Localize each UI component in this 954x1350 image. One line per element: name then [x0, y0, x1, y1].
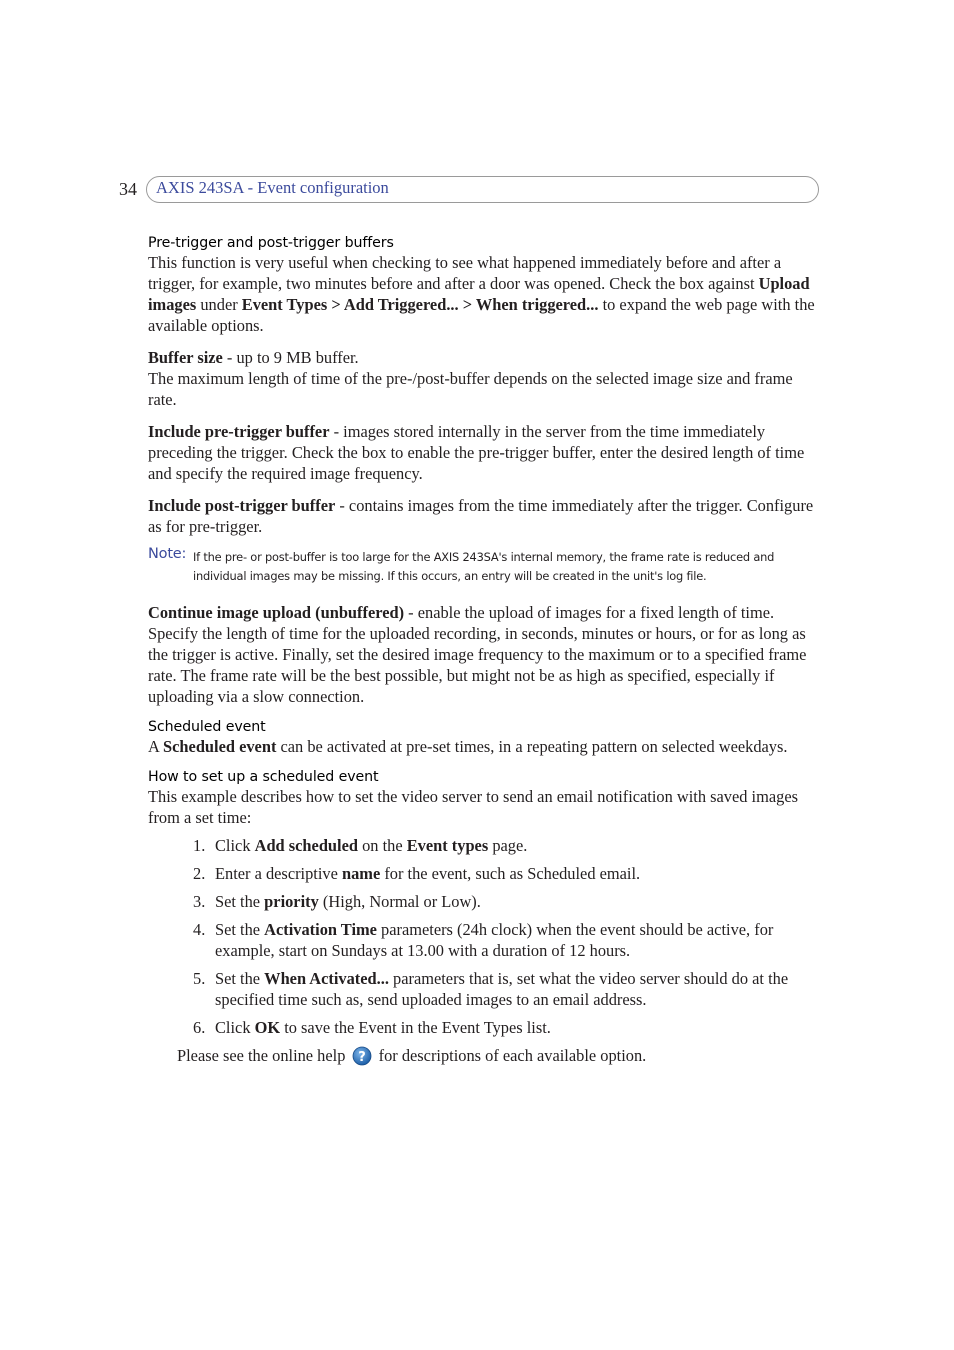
bold-term: Scheduled event: [163, 737, 277, 756]
text: Click: [215, 836, 255, 855]
continue-upload-paragraph: [148, 602, 816, 707]
list-item: [148, 835, 816, 856]
list-item: [148, 891, 816, 912]
text: can be activated at pre-set times, in a repeating pattern on selected weekdays.: [276, 737, 788, 756]
list-item: [148, 863, 816, 884]
text: parameters (24h clock) when the event should be active, for example, start on Sundays at 13.00 with a duration of 12 hours.: [215, 920, 774, 960]
text: This function is very useful when checking to see what happened immediately before and after a trigger, for example, two minutes before and after a door was opened. Check the box against: [148, 253, 782, 293]
bold-term: When Activated...: [264, 969, 389, 988]
help-paragraph: [148, 1045, 816, 1067]
step-number: 5.: [193, 969, 206, 988]
text: to save the Event in the Event Types list.: [280, 1018, 551, 1037]
text: A: [148, 737, 164, 756]
bold-term: Event Types > Add Triggered... > When triggered...: [241, 295, 599, 314]
section-heading-howto: How to set up a scheduled event: [148, 769, 379, 785]
bold-term: Activation Time: [264, 920, 377, 939]
list-item: [148, 968, 816, 1010]
bold-term: priority: [264, 892, 319, 911]
text: Click: [215, 1018, 255, 1037]
bold-term: Include post-trigger buffer: [148, 496, 336, 515]
list-item: [148, 919, 816, 961]
text: - up to 9 MB buffer.: [222, 348, 359, 367]
text: - enable the upload of images for a fixed length of time. Specify the length of time for the uploaded recording, in seconds, minutes or hours, or for as long as the trigger is active. Finally, set the desired image frequency to the maximum or to a specified frame rate. The frame rate will be the best possible, but might not be as high as specified, especially if uploading via a slow connection.: [148, 603, 807, 706]
step-number: 4.: [193, 920, 206, 939]
steps-list: [148, 835, 816, 1038]
bold-term: Add scheduled: [254, 836, 358, 855]
text: for descriptions of each available option.: [374, 1046, 647, 1065]
page-body: [148, 234, 816, 1067]
bold-term: name: [341, 864, 381, 883]
text: (High, Normal or Low).: [318, 892, 481, 911]
section-heading-scheduled: Scheduled event: [148, 719, 266, 735]
note-text: If the pre- or post-buffer is too large for the AXIS 243SA's internal memory, the frame rate is reduced and individual images may be missing. If this occurs, an entry will be created in the unit's log file.: [193, 550, 775, 583]
text: Set the: [215, 920, 265, 939]
bold-term: Continue image upload (unbuffered): [148, 603, 405, 622]
include-post-paragraph: [148, 495, 816, 537]
buffer-size-paragraph: [148, 347, 816, 410]
note-label: Note:: [148, 546, 187, 562]
text: on the: [358, 836, 407, 855]
header-title: AXIS 243SA - Event configuration: [156, 178, 389, 197]
text: to expand the web page with the available options.: [148, 295, 815, 335]
pretrigger-intro: [148, 252, 816, 336]
page-number: 34: [119, 179, 137, 199]
text: under: [196, 295, 242, 314]
bold-term: Include pre-trigger buffer: [148, 422, 330, 441]
step-number: 1.: [193, 836, 206, 855]
note-block: [148, 548, 816, 586]
step-number: 6.: [193, 1018, 206, 1037]
bold-term: Buffer size: [148, 348, 223, 367]
text: - images stored internally in the server from the time immediately preceding the trigger. Check the box to enable the pre-trigger buffer, enter the desired length of time and specify the required image frequency.: [148, 422, 805, 483]
step-number: 2.: [193, 864, 206, 883]
bold-term: Event types: [406, 836, 489, 855]
text: Set the: [215, 969, 265, 988]
svg-text:?: ?: [357, 1050, 366, 1066]
section-heading-pretrigger: Pre-trigger and post-trigger buffers: [148, 235, 394, 251]
text: Enter a descriptive: [215, 864, 342, 883]
text: parameters that is, set what the video server should do at the specified time such as, send uploaded images to an email address.: [215, 969, 789, 1009]
include-pre-paragraph: [148, 421, 816, 484]
list-item: [148, 1017, 816, 1038]
text: page.: [488, 836, 528, 855]
text: The maximum length of time of the pre-/post-buffer depends on the selected image size and frame rate.: [148, 369, 793, 409]
text: Set the: [215, 892, 265, 911]
bold-term: OK: [254, 1018, 281, 1037]
text: - contains images from the time immediately after the trigger. Configure as for pre-trigger.: [148, 496, 814, 536]
scheduled-paragraph: [148, 736, 816, 757]
howto-intro: This example describes how to set the video server to send an email notification with saved images from a set time:: [148, 787, 798, 827]
text: for the event, such as Scheduled email.: [380, 864, 641, 883]
text: Please see the online help: [177, 1046, 350, 1065]
bold-term: Upload images: [148, 274, 810, 314]
help-icon: [352, 1046, 372, 1066]
step-number: 3.: [193, 892, 206, 911]
